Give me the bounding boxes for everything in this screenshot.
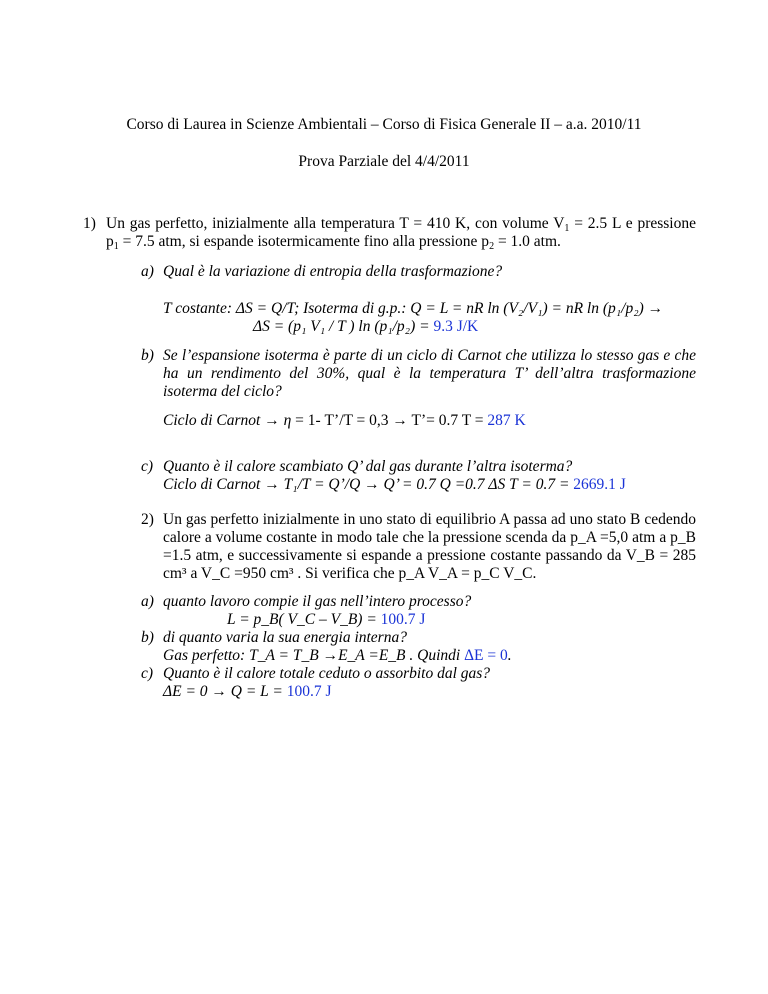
question-1a-marker: a) xyxy=(141,263,154,280)
course-header: Corso di Laurea in Scienze Ambientali – Corso di Fisica Generale II – a.a. 2010/11 xyxy=(126,116,642,133)
solution-1c: Ciclo di Carnot → T₁/T = Q’/Q → Q’ = 0.7 Q =0.7 ΔS T = 0.7 = 2669.1 J xyxy=(163,476,626,493)
answer-2a: 100.7 J xyxy=(380,611,426,628)
answer-2b: ΔE = 0 xyxy=(464,647,508,664)
question-1a: Qual è la variazione di entropia della trasformazione? xyxy=(163,263,503,280)
problem-2-number: 2) xyxy=(141,511,154,528)
solution-2c: ΔE = 0 → Q = L = 100.7 J xyxy=(163,683,332,700)
solution-2b: Gas perfetto: T_A = T_B →E_A =E_B . Quindi ΔE = 0. xyxy=(163,647,512,664)
question-2c: Quanto è il calore totale ceduto o assorbito dal gas? xyxy=(163,665,491,682)
question-1b-marker: b) xyxy=(141,347,154,364)
answer-2c: 100.7 J xyxy=(286,683,332,700)
question-2a-marker: a) xyxy=(141,593,154,610)
question-2c-marker: c) xyxy=(141,665,154,682)
problem-1-number: 1) xyxy=(83,215,96,232)
solution-2a: L = p_B( V_C – V_B) = 100.7 J xyxy=(227,611,426,628)
solution-1b: Ciclo di Carnot → η = 1- T’/T = 0,3 → T’= 0.7 T = 287 K xyxy=(163,412,526,429)
solution-1a-line2: ΔS = (p₁ V₁ / T ) ln (p₁/p₂) = 9.3 J/K xyxy=(253,318,479,335)
answer-1c: 2669.1 J xyxy=(573,476,626,493)
question-2b-marker: b) xyxy=(141,629,154,646)
solution-1a-line1: T costante: ΔS = Q/T; Isoterma di g.p.: Q = L = nR ln (V₂/V₁) = nR ln (p₁/p₂) → xyxy=(163,300,664,317)
question-1b: Se l’espansione isoterma è parte di un ciclo di Carnot che utilizza lo stesso gas e che ha un rendimento del 30%, qual è la temperatura T’ dell’altra trasformazione isoterma del ciclo? xyxy=(163,347,696,400)
question-2a: quanto lavoro compie il gas nell’intero processo? xyxy=(163,593,472,610)
problem-1-statement: Un gas perfetto, inizialmente alla temperatura T = 410 K, con volume $V_1 = 2.5$ L e pressione $p_1 = 7.5$ atm, si espande isotermicamente fino alla pressione $p_2 = 1.0$ atm. xyxy=(106,215,696,252)
exam-title: Prova Parziale del 4/4/2011 xyxy=(298,153,470,170)
problem-2-statement: Un gas perfetto inizialmente in uno stato di equilibrio A passa ad uno stato B cedendo calore a volume costante in modo tale che la pressione scenda da p_A =5,0 atm a p_B =1.5 atm, e successivamente si espande a pressione costante passando da V_B = 285 cm³ a V_C =950 cm³ . Si verifica che p_A V_A = p_C V_C. xyxy=(163,511,696,582)
question-2b: di quanto varia la sua energia interna? xyxy=(163,629,407,646)
question-1c-marker: c) xyxy=(141,458,154,475)
answer-1b: 287 K xyxy=(487,412,526,429)
question-1c: Quanto è il calore scambiato Q’ dal gas durante l’altra isoterma? xyxy=(163,458,573,475)
answer-1a: 9.3 J/K xyxy=(433,318,479,335)
